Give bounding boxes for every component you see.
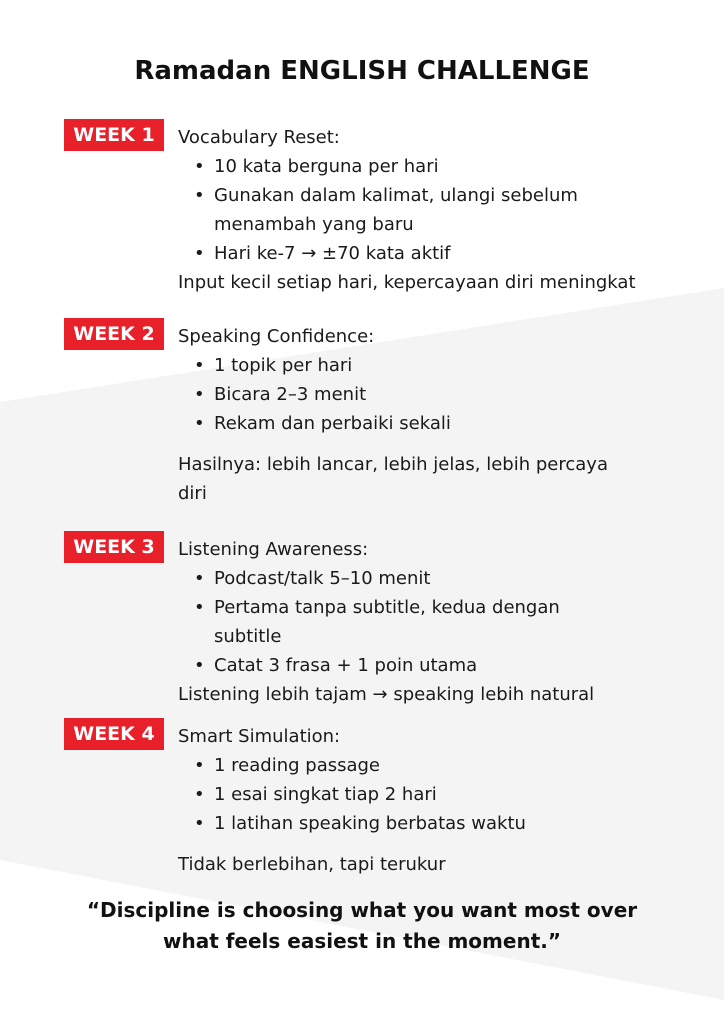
week-1-badge: WEEK 1 <box>64 119 164 151</box>
list-item: • 1 esai singkat tiap 2 hari <box>214 780 678 809</box>
list-item: • Catat 3 frasa + 1 poin utama <box>214 651 678 680</box>
week-2-badge: WEEK 2 <box>64 318 164 350</box>
list-item: • Rekam dan perbaiki sekali <box>214 409 678 438</box>
week-4-list <box>178 751 678 838</box>
list-item: • Pertama tanpa subtitle, kedua dengan subtitle <box>214 593 584 651</box>
week-2-list <box>178 351 678 438</box>
week-3-heading: Listening Awareness: <box>178 539 369 560</box>
week-3-note: Listening lebih tajam → speaking lebih natural <box>178 684 595 705</box>
list-item: • Bicara 2–3 menit <box>214 380 678 409</box>
list-item: • 1 reading passage <box>214 751 678 780</box>
week-3-badge: WEEK 3 <box>64 531 164 563</box>
week-2-heading: Speaking Confidence: <box>178 326 375 347</box>
week-4-content <box>178 722 678 879</box>
week-4-note: Tidak berlebihan, tapi terukur <box>178 854 446 875</box>
list-item: • 1 latihan speaking berbatas waktu <box>214 809 678 838</box>
list-item: • Gunakan dalam kalimat, ulangi sebelum menambah yang baru <box>214 181 584 239</box>
week-4-badge: WEEK 4 <box>64 718 164 750</box>
week-3-content <box>178 535 678 709</box>
week-2-note: Hasilnya: lebih lancar, lebih jelas, lebih percaya diri <box>178 454 608 504</box>
week-3-list <box>178 564 678 680</box>
week-4-heading: Smart Simulation: <box>178 726 341 747</box>
list-item: • 1 topik per hari <box>214 351 678 380</box>
page-title: Ramadan ENGLISH CHALLENGE <box>134 56 590 86</box>
week-2-content <box>178 322 678 508</box>
list-item: • Podcast/talk 5–10 menit <box>214 564 678 593</box>
closing-quote: “Discipline is choosing what you want most over what feels easiest in the moment.” <box>86 898 638 953</box>
week-1-content <box>178 123 678 297</box>
week-1-list <box>178 152 678 268</box>
list-item: • 10 kata berguna per hari <box>214 152 678 181</box>
list-item: • Hari ke-7 → ±70 kata aktif <box>214 239 678 268</box>
week-1-note: Input kecil setiap hari, kepercayaan diri meningkat <box>178 272 636 293</box>
week-1-heading: Vocabulary Reset: <box>178 127 340 148</box>
